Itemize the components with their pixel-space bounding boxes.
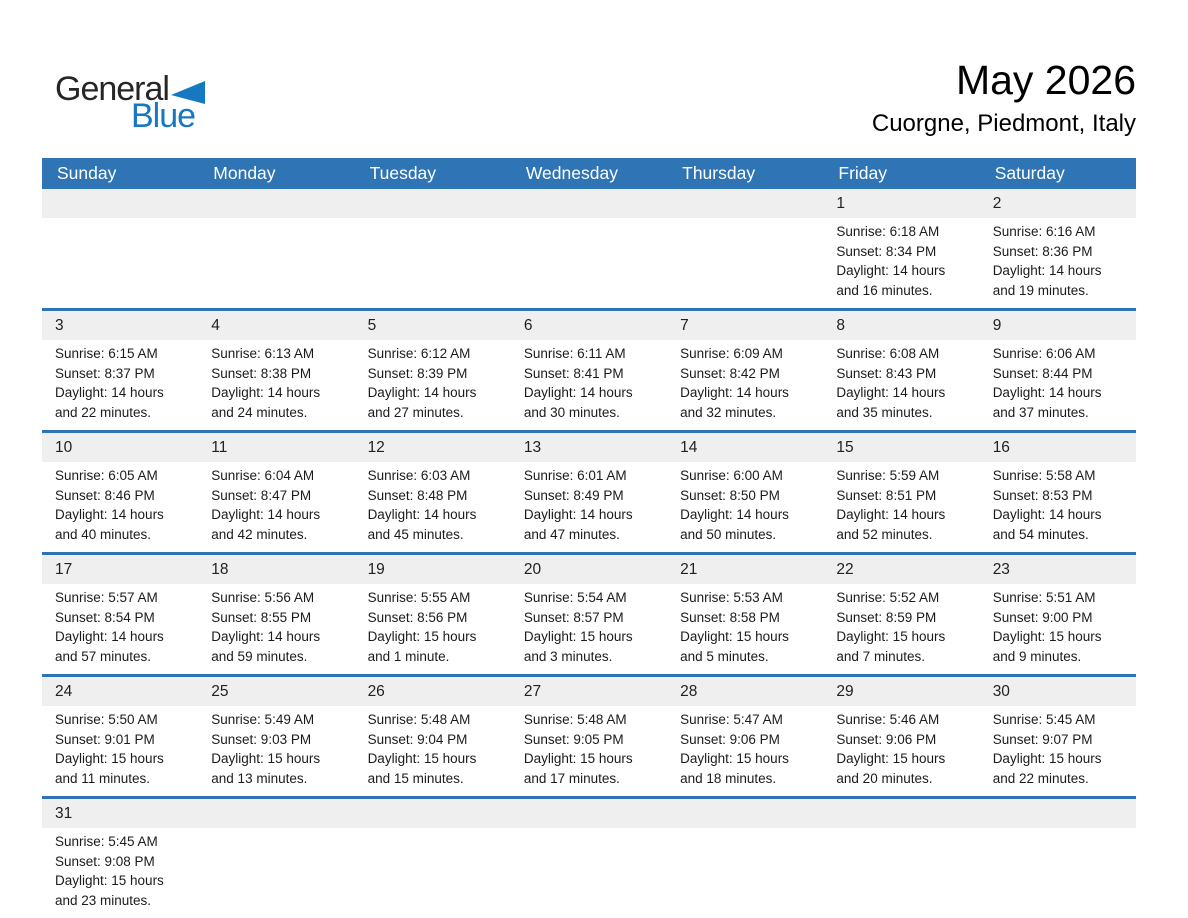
- weekday-header: Sunday: [57, 163, 117, 183]
- day-info-line: Sunrise: 6:18 AM: [836, 224, 940, 239]
- day-number: [198, 189, 354, 218]
- day-info-line: Sunset: 9:06 PM: [836, 731, 937, 747]
- day-info-line: and 52 minutes.: [836, 526, 933, 542]
- calendar-day-cell: [198, 555, 354, 674]
- day-info-line: and 19 minutes.: [992, 282, 1089, 298]
- day-info-line: Daylight: 14 hours: [55, 629, 164, 644]
- day-info-line: Sunrise: 5:50 AM: [55, 712, 158, 727]
- day-number: 4: [198, 311, 354, 340]
- day-info: [198, 462, 354, 552]
- day-info-line: Sunset: 8:58 PM: [680, 609, 780, 625]
- day-info-line: Sunset: 9:00 PM: [992, 609, 1093, 625]
- day-info: [42, 828, 198, 918]
- weekday-header: Wednesday: [525, 163, 618, 183]
- day-info-line: Sunset: 8:44 PM: [992, 365, 1093, 381]
- day-info-line: Daylight: 14 hours: [55, 507, 164, 522]
- day-info-line: Sunset: 8:51 PM: [836, 487, 937, 503]
- calendar-day-cell: [667, 555, 823, 674]
- day-number: 11: [198, 433, 354, 462]
- day-info-line: and 11 minutes.: [55, 770, 151, 786]
- day-info: [511, 828, 667, 840]
- day-number: 29: [823, 677, 979, 706]
- day-info: [355, 340, 511, 430]
- day-info-line: Sunrise: 6:15 AM: [55, 346, 158, 361]
- day-info-line: Daylight: 14 hours: [680, 385, 789, 400]
- day-number: 1: [823, 189, 979, 218]
- day-info: [511, 218, 667, 230]
- calendar-day-cell: [355, 555, 511, 674]
- day-number: 15: [823, 433, 979, 462]
- day-info-line: Sunset: 9:01 PM: [55, 731, 155, 747]
- day-info-line: Daylight: 15 hours: [680, 629, 789, 644]
- day-info: [980, 462, 1136, 552]
- day-info-line: Sunrise: 6:01 AM: [523, 468, 627, 483]
- weekday-header-row: [42, 158, 1136, 189]
- calendar-day-cell: [355, 677, 511, 796]
- day-number: [42, 189, 198, 218]
- day-info-line: Sunrise: 6:16 AM: [992, 224, 1096, 239]
- day-info-line: and 18 minutes.: [680, 770, 777, 786]
- day-info-line: Sunset: 8:50 PM: [680, 487, 780, 503]
- calendar-day-cell: [667, 677, 823, 796]
- day-info-line: and 50 minutes.: [680, 526, 777, 542]
- day-info-line: Daylight: 14 hours: [523, 385, 633, 400]
- day-number: 27: [511, 677, 667, 706]
- day-info-line: Daylight: 14 hours: [55, 385, 164, 400]
- general-blue-logo: [55, 72, 205, 133]
- day-info-line: Daylight: 14 hours: [211, 385, 321, 400]
- day-number: [355, 189, 511, 218]
- day-info-line: Sunrise: 5:53 AM: [680, 590, 783, 605]
- day-info-line: and 22 minutes.: [992, 770, 1089, 786]
- day-info-line: Sunrise: 5:51 AM: [992, 590, 1096, 605]
- day-info-line: Sunset: 8:55 PM: [211, 609, 312, 625]
- day-info-line: and 42 minutes.: [211, 526, 308, 542]
- day-number: 24: [42, 677, 198, 706]
- calendar-day-cell: [42, 433, 198, 552]
- day-info-line: Sunrise: 5:55 AM: [367, 590, 471, 605]
- calendar-day-cell: [355, 433, 511, 552]
- calendar-day-cell: [42, 311, 198, 430]
- day-info-line: Sunset: 9:08 PM: [55, 853, 155, 869]
- day-info: [980, 340, 1136, 430]
- day-number: 26: [355, 677, 511, 706]
- calendar-day-cell: [198, 311, 354, 430]
- day-info: [980, 828, 1136, 840]
- location-subtitle: Cuorgne, Piedmont, Italy: [871, 110, 1136, 138]
- day-info-line: Daylight: 15 hours: [211, 751, 321, 766]
- week-row: [42, 677, 1136, 799]
- day-info-line: Sunset: 8:56 PM: [367, 609, 468, 625]
- day-info-line: Sunrise: 5:57 AM: [55, 590, 158, 605]
- day-info-line: Sunrise: 6:13 AM: [211, 346, 315, 361]
- day-info: [42, 340, 198, 430]
- week-row: [42, 555, 1136, 677]
- day-info-line: Sunset: 8:53 PM: [992, 487, 1093, 503]
- day-info-line: Sunset: 8:37 PM: [55, 365, 155, 381]
- day-number: 30: [980, 677, 1136, 706]
- day-info-line: Daylight: 14 hours: [836, 263, 946, 278]
- day-info-line: Sunset: 8:36 PM: [992, 243, 1093, 259]
- calendar-day-cell-empty: [667, 189, 823, 308]
- day-info-line: Sunrise: 6:11 AM: [523, 346, 626, 361]
- calendar-day-cell: [511, 555, 667, 674]
- day-number: 25: [198, 677, 354, 706]
- day-info-line: Daylight: 15 hours: [836, 629, 946, 644]
- calendar-day-cell: [823, 311, 979, 430]
- day-info-line: and 59 minutes.: [211, 648, 308, 664]
- day-info: [980, 584, 1136, 674]
- day-info-line: and 9 minutes.: [992, 648, 1082, 664]
- day-info: [980, 218, 1136, 308]
- day-number: [198, 799, 354, 828]
- day-info-line: and 1 minute.: [367, 648, 450, 664]
- day-info: [823, 584, 979, 674]
- day-info-line: Sunset: 8:54 PM: [55, 609, 155, 625]
- day-info-line: Sunrise: 5:54 AM: [523, 590, 627, 605]
- day-info-line: Sunrise: 6:05 AM: [55, 468, 158, 483]
- day-info-line: Sunset: 8:38 PM: [211, 365, 312, 381]
- day-number: 18: [198, 555, 354, 584]
- day-number: 8: [823, 311, 979, 340]
- day-info-line: Sunset: 8:39 PM: [367, 365, 468, 381]
- day-number: 16: [980, 433, 1136, 462]
- day-number: [511, 799, 667, 828]
- day-number: 20: [511, 555, 667, 584]
- day-info-line: Sunrise: 6:03 AM: [367, 468, 471, 483]
- calendar-day-cell: [42, 799, 198, 918]
- day-number: [823, 799, 979, 828]
- day-info-line: Sunset: 9:04 PM: [367, 731, 468, 747]
- day-info-line: Sunrise: 6:08 AM: [836, 346, 940, 361]
- day-info-line: Sunrise: 5:47 AM: [680, 712, 783, 727]
- calendar-day-cell-empty: [198, 189, 354, 308]
- week-row: [42, 433, 1136, 555]
- day-info: [511, 706, 667, 796]
- calendar-day-cell: [42, 677, 198, 796]
- day-number: [667, 189, 823, 218]
- day-info-line: Sunrise: 5:56 AM: [211, 590, 315, 605]
- day-info-line: Daylight: 15 hours: [992, 751, 1102, 766]
- day-info: [511, 584, 667, 674]
- day-info-line: Daylight: 14 hours: [992, 263, 1102, 278]
- week-row: [42, 799, 1136, 918]
- day-info-line: Sunset: 8:48 PM: [367, 487, 468, 503]
- day-info: [198, 340, 354, 430]
- weekday-header: Friday: [838, 163, 888, 183]
- day-info: [355, 218, 511, 230]
- day-info: [667, 340, 823, 430]
- day-info: [511, 462, 667, 552]
- day-info-line: and 3 minutes.: [523, 648, 613, 664]
- day-info-line: Sunrise: 5:48 AM: [367, 712, 471, 727]
- day-number: 3: [42, 311, 198, 340]
- day-info-line: Sunrise: 5:58 AM: [992, 468, 1096, 483]
- calendar-day-cell: [980, 189, 1136, 308]
- week-row: [42, 311, 1136, 433]
- day-number: 2: [980, 189, 1136, 218]
- calendar-day-cell-empty: [667, 799, 823, 918]
- calendar-day-cell: [823, 677, 979, 796]
- day-info-line: Sunrise: 5:49 AM: [211, 712, 315, 727]
- calendar-day-cell: [667, 433, 823, 552]
- day-info-line: Daylight: 15 hours: [992, 629, 1102, 644]
- day-number: [355, 799, 511, 828]
- day-info: [667, 462, 823, 552]
- day-info-line: Daylight: 14 hours: [836, 507, 946, 522]
- day-info-line: Daylight: 15 hours: [367, 751, 477, 766]
- day-number: 9: [980, 311, 1136, 340]
- day-info: [823, 828, 979, 840]
- day-number: 28: [667, 677, 823, 706]
- day-info: [823, 218, 979, 308]
- day-info-line: and 16 minutes.: [836, 282, 933, 298]
- day-info: [823, 340, 979, 430]
- day-info-line: Daylight: 14 hours: [523, 507, 633, 522]
- day-info-line: Daylight: 14 hours: [367, 385, 477, 400]
- day-info-line: Daylight: 15 hours: [523, 751, 633, 766]
- day-info-line: and 37 minutes.: [992, 404, 1089, 420]
- logo-text-general: General: [55, 70, 169, 108]
- day-info-line: Daylight: 15 hours: [367, 629, 477, 644]
- day-number: 22: [823, 555, 979, 584]
- day-info: [42, 218, 198, 230]
- day-info-line: Daylight: 15 hours: [680, 751, 789, 766]
- day-info-line: Daylight: 14 hours: [992, 385, 1102, 400]
- day-info-line: Sunset: 8:41 PM: [523, 365, 624, 381]
- calendar-day-cell-empty: [42, 189, 198, 308]
- day-info-line: Sunset: 9:07 PM: [992, 731, 1093, 747]
- day-info: [667, 584, 823, 674]
- day-info-line: Daylight: 14 hours: [211, 629, 321, 644]
- calendar-day-cell: [980, 555, 1136, 674]
- day-info: [667, 706, 823, 796]
- day-info-line: and 24 minutes.: [211, 404, 308, 420]
- day-info-line: Sunset: 8:42 PM: [680, 365, 780, 381]
- day-info-line: and 35 minutes.: [836, 404, 933, 420]
- calendar-day-cell: [667, 311, 823, 430]
- day-info-line: Sunrise: 6:09 AM: [680, 346, 783, 361]
- calendar-day-cell: [511, 311, 667, 430]
- day-info-line: Sunset: 8:46 PM: [55, 487, 155, 503]
- page-title: May 2026: [955, 57, 1136, 103]
- day-info: [42, 462, 198, 552]
- day-info: [42, 584, 198, 674]
- calendar-day-cell: [355, 311, 511, 430]
- day-info-line: Sunset: 8:49 PM: [523, 487, 624, 503]
- day-number: [511, 189, 667, 218]
- day-info-line: and 23 minutes.: [55, 892, 152, 908]
- day-info-line: and 5 minutes.: [680, 648, 769, 664]
- calendar-day-cell: [823, 555, 979, 674]
- day-info: [355, 462, 511, 552]
- day-info-line: Daylight: 14 hours: [367, 507, 477, 522]
- day-number: 19: [355, 555, 511, 584]
- day-info: [198, 706, 354, 796]
- day-number: 21: [667, 555, 823, 584]
- day-info-line: and 13 minutes.: [211, 770, 308, 786]
- day-info-line: Sunrise: 6:12 AM: [367, 346, 471, 361]
- day-info-line: and 27 minutes.: [367, 404, 464, 420]
- day-info-line: Sunrise: 5:48 AM: [523, 712, 627, 727]
- day-info-line: and 57 minutes.: [55, 648, 152, 664]
- calendar-day-cell: [511, 677, 667, 796]
- day-number: 13: [511, 433, 667, 462]
- day-info-line: and 32 minutes.: [680, 404, 777, 420]
- calendar-grid: [42, 158, 1136, 918]
- day-info: [198, 584, 354, 674]
- weekday-header: Saturday: [994, 163, 1065, 183]
- day-info-line: Sunrise: 6:06 AM: [992, 346, 1096, 361]
- calendar-day-cell: [980, 677, 1136, 796]
- day-info-line: Sunrise: 5:45 AM: [55, 834, 158, 849]
- day-info-line: Sunrise: 5:45 AM: [992, 712, 1096, 727]
- calendar-day-cell: [823, 189, 979, 308]
- calendar-day-cell: [198, 433, 354, 552]
- calendar-day-cell: [511, 433, 667, 552]
- day-info-line: Sunrise: 5:59 AM: [836, 468, 940, 483]
- day-info-line: Sunset: 9:05 PM: [523, 731, 624, 747]
- calendar-day-cell-empty: [823, 799, 979, 918]
- day-info-line: Sunrise: 5:52 AM: [836, 590, 940, 605]
- day-info-line: Sunrise: 5:46 AM: [836, 712, 940, 727]
- calendar-day-cell: [42, 555, 198, 674]
- day-number: 14: [667, 433, 823, 462]
- day-info: [355, 706, 511, 796]
- day-info-line: and 22 minutes.: [55, 404, 152, 420]
- day-info-line: and 40 minutes.: [55, 526, 152, 542]
- day-number: 12: [355, 433, 511, 462]
- day-number: [980, 799, 1136, 828]
- day-info-line: Sunset: 9:06 PM: [680, 731, 780, 747]
- title-block: [872, 57, 1136, 138]
- day-info-line: Sunset: 8:43 PM: [836, 365, 937, 381]
- day-info-line: and 15 minutes.: [367, 770, 464, 786]
- calendar-day-cell: [198, 677, 354, 796]
- day-info: [355, 584, 511, 674]
- day-info-line: Daylight: 15 hours: [523, 629, 633, 644]
- calendar-day-cell-empty: [355, 189, 511, 308]
- day-info: [823, 462, 979, 552]
- day-info-line: Sunset: 9:03 PM: [211, 731, 312, 747]
- day-info-line: Daylight: 15 hours: [836, 751, 946, 766]
- day-info: [198, 218, 354, 230]
- day-info-line: Daylight: 14 hours: [992, 507, 1102, 522]
- day-number: 31: [42, 799, 198, 828]
- day-info-line: Sunrise: 6:00 AM: [680, 468, 783, 483]
- day-info-line: and 47 minutes.: [523, 526, 620, 542]
- day-info-line: Daylight: 15 hours: [55, 751, 164, 766]
- day-info: [355, 828, 511, 840]
- calendar-day-cell-empty: [511, 799, 667, 918]
- day-info-line: Sunset: 8:57 PM: [523, 609, 624, 625]
- day-number: 6: [511, 311, 667, 340]
- logo-text-blue: Blue: [131, 97, 196, 135]
- day-info-line: Daylight: 15 hours: [55, 873, 164, 888]
- calendar-weeks: [42, 189, 1136, 918]
- calendar-day-cell-empty: [355, 799, 511, 918]
- day-info-line: Sunset: 8:59 PM: [836, 609, 937, 625]
- day-info-line: Daylight: 14 hours: [680, 507, 789, 522]
- day-number: [667, 799, 823, 828]
- day-info-line: and 54 minutes.: [992, 526, 1089, 542]
- day-number: 7: [667, 311, 823, 340]
- calendar-day-cell-empty: [511, 189, 667, 308]
- calendar-day-cell: [980, 311, 1136, 430]
- day-info: [198, 828, 354, 840]
- day-info-line: Sunset: 8:47 PM: [211, 487, 312, 503]
- weekday-header: Tuesday: [369, 163, 437, 183]
- day-number: 23: [980, 555, 1136, 584]
- day-info: [42, 706, 198, 796]
- day-number: 5: [355, 311, 511, 340]
- day-info: [511, 340, 667, 430]
- day-info-line: and 7 minutes.: [836, 648, 925, 664]
- day-number: 17: [42, 555, 198, 584]
- weekday-header: Monday: [213, 163, 276, 183]
- day-info: [980, 706, 1136, 796]
- day-info-line: Sunset: 8:34 PM: [836, 243, 937, 259]
- day-info-line: Daylight: 14 hours: [211, 507, 321, 522]
- day-info: [823, 706, 979, 796]
- day-info: [667, 218, 823, 230]
- week-row: [42, 189, 1136, 311]
- day-info-line: and 45 minutes.: [367, 526, 464, 542]
- day-info-line: and 30 minutes.: [523, 404, 620, 420]
- day-info-line: and 20 minutes.: [836, 770, 933, 786]
- calendar-day-cell-empty: [980, 799, 1136, 918]
- calendar-day-cell: [980, 433, 1136, 552]
- day-info-line: Daylight: 14 hours: [836, 385, 946, 400]
- day-info: [667, 828, 823, 840]
- day-number: 10: [42, 433, 198, 462]
- calendar-day-cell: [823, 433, 979, 552]
- calendar-day-cell-empty: [198, 799, 354, 918]
- day-info-line: Sunrise: 6:04 AM: [211, 468, 315, 483]
- weekday-header: Thursday: [682, 163, 756, 183]
- day-info-line: and 17 minutes.: [523, 770, 620, 786]
